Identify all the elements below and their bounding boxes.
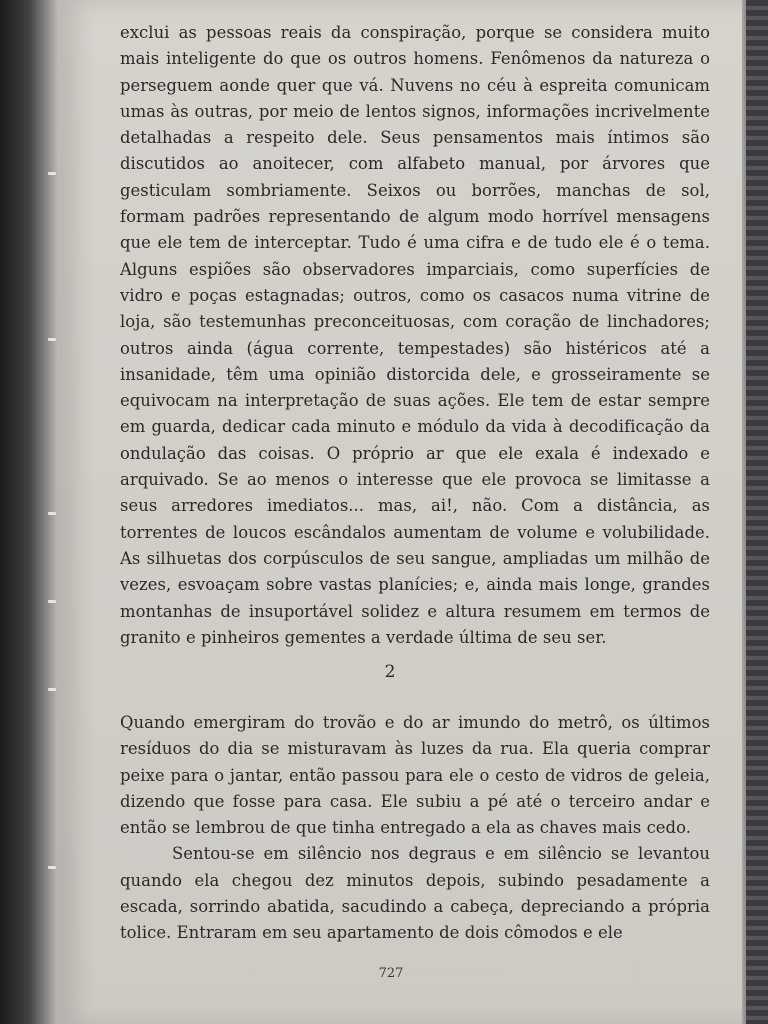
body-text-lower <box>120 710 710 947</box>
binding-stitch <box>48 338 56 341</box>
paragraph: Sentou-se em silêncio nos degraus e em silêncio se levantou quando ela chegou dez minutos depois, subindo pesadamente a escada, sorrindo abatida, sacudindo a cabeça, depreciando a própria tolice. Entraram em seu apartamento de dois cômodos e ele <box>120 844 710 943</box>
book-page <box>58 0 742 1024</box>
binding-stitch <box>48 688 56 691</box>
binding-stitch <box>48 512 56 515</box>
chapter-number: 2 <box>384 662 396 682</box>
adjacent-pages-edge <box>740 0 768 1024</box>
binding-stitch <box>48 172 56 175</box>
binding-stitch <box>48 600 56 603</box>
page-number: 727 <box>378 966 404 981</box>
paragraph: Quando emergiram do trovão e do ar imundo do metrô, os últimos resíduos do dia se misturavam às luzes da rua. Ela queria comprar peixe para o jantar, então passou para ele o cesto de vidros de geleia, dizendo que fosse para casa. Ele subiu a pé até o terceiro andar e então se lembrou de que tinha entregado a ela as chaves mais cedo. <box>120 713 710 838</box>
paragraph: exclui as pessoas reais da conspiração, porque se considera muito mais inteligente do que os outros homens. Fenômenos da natureza o perseguem aonde quer que vá. Nuvens no céu à espreita comunicam umas às outras, por meio de lentos signos, informações incrivelmente detalhadas a respeito dele. Seus pensamentos mais íntimos são discutidos ao anoitecer, com alfabeto manual, por árvores que gesticulam sombriamente. Seixos ou borrões, manchas de sol, formam padrões representando de algum modo horrível mensagens que ele tem de interceptar. Tudo é uma cifra e de tudo ele é o tema. Alguns espiões são observadores imparciais, como superfícies de vidro e poças estagnadas; outros, como os casacos numa vitrine de loja, são testemunhas preconceituosas, com coração de linchadores; outros ainda (água corrente, tempestades) são histéricos até a insanidade, têm uma opinião distorcida dele, e grosseiramente se equivocam na interpretação de suas ações. Ele tem de estar sempre em guarda, dedicar cada minuto e módulo da vida à decodificação da ondulação das coisas. O próprio ar que ele exala é indexado e arquivado. Se ao menos o interesse que ele provoca se limitasse a seus arredores imediatos... mas, ai!, não. Com a distância, as torrentes de loucos escândalos aumentam de volume e volubilidade. As silhuetas dos corpúsculos de seu sangue, ampliadas um milhão de vezes, esvoaçam sobre vastas planícies; e, ainda mais longe, grandes montanhas de insuportável solidez e altura resumem em termos de granito e pinheiros gementes a verdade última de seu ser. <box>120 23 710 647</box>
binding-stitch <box>48 866 56 869</box>
body-text-upper <box>120 20 710 651</box>
